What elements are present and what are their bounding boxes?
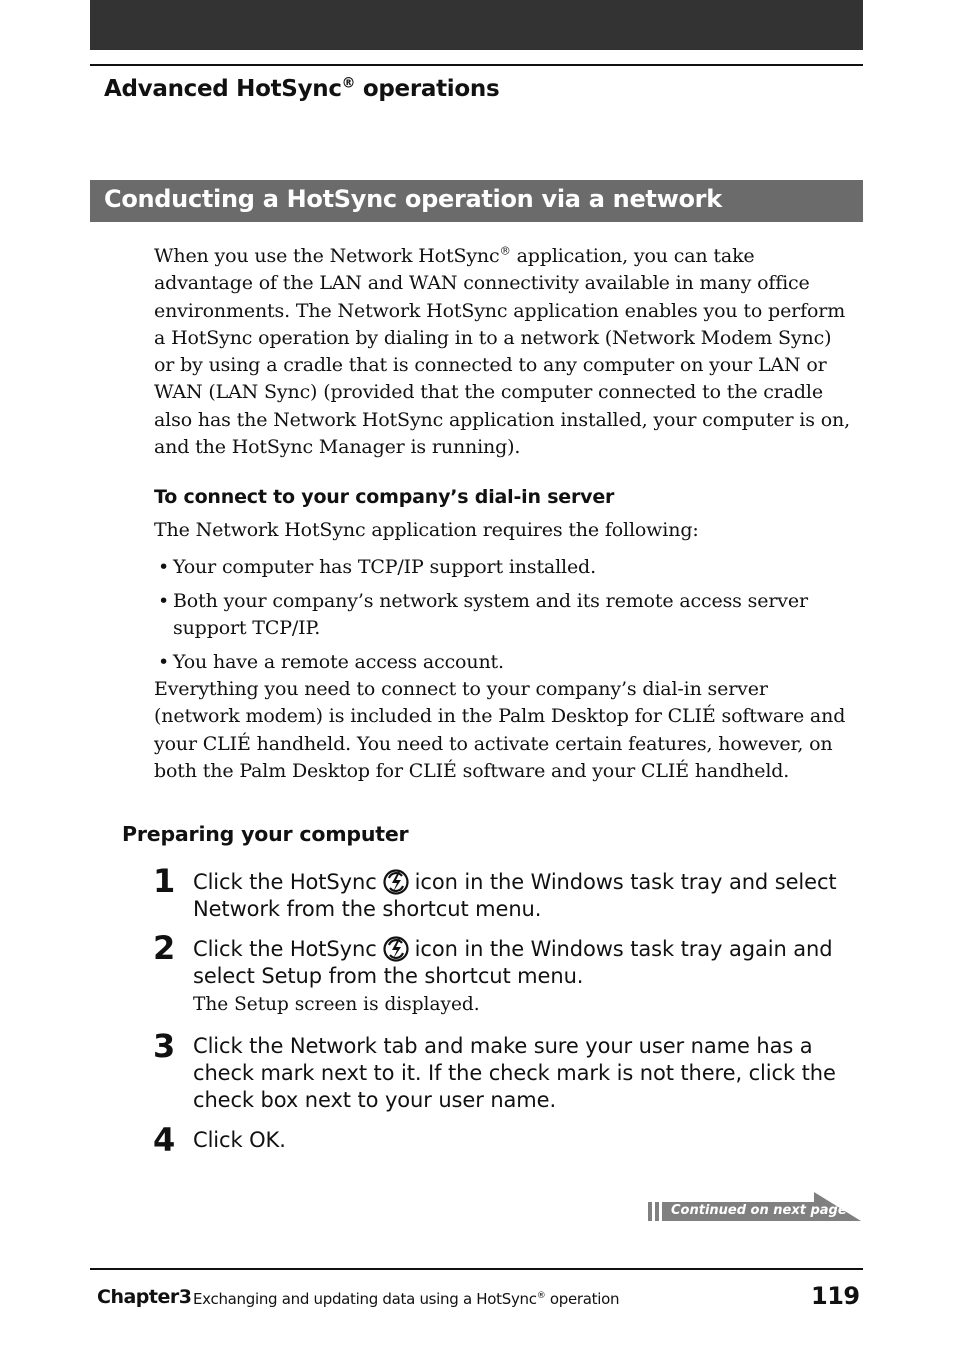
step-text: Click OK. [193,1128,286,1152]
step-text: Click the Network tab and make sure your user name has a check mark next to it. If the check mark is not there, click the check box next to your user name. [193,1034,836,1112]
step-number: 3 [153,1027,176,1065]
footer-description: Exchanging and updating data using a HotSync® operation [193,1290,620,1308]
hotsync-icon [381,935,411,963]
list-item: • You have a remote access account. [158,651,504,673]
intro-paragraph: When you use the Network HotSync® application, you can take advantage of the LAN and WAN connectivity available in many office environments. The Network HotSync application enables you to perform a HotSync operation by dialing in to a network (Network Modem Sync) or by using a cradle that is connected to any computer on your LAN or WAN (LAN Sync) (provided that the computer connected to the cradle also has the Network HotSync application installed, your computer is on, and the HotSync Manager is running). [154,243,850,459]
step-text: Click the HotSync icon in the Windows task tray again and select Setup from the shortcut menu. [193,937,833,988]
topic-title: Conducting a HotSync operation via a network [104,185,722,213]
header-rule [90,64,863,66]
footer-rule [90,1268,863,1270]
page-number: 119 [811,1282,860,1310]
requires-text: The Network HotSync application requires the following: [154,519,699,541]
step-note: The Setup screen is displayed. [193,994,480,1015]
list-item: • Your computer has TCP/IP support installed. [158,556,596,578]
step-text: Click the HotSync icon in the Windows task tray and select Network from the shortcut menu. [193,870,837,921]
everything-paragraph: Everything you need to connect to your company’s dial-in server (network modem) is included in the Palm Desktop for CLIÉ software and your CLIÉ handheld. You need to activate certain features, however, on both the Palm Desktop for CLIÉ software and your CLIÉ handheld. [154,678,846,782]
footer-chapter: Chapter3 [97,1286,192,1308]
continued-label: Continued on next page [671,1203,847,1218]
dialin-heading: To connect to your company’s dial-in server [154,486,615,508]
list-item: • Both your company’s network system and its remote access server support TCP/IP. [158,590,808,640]
preparing-heading: Preparing your computer [122,822,409,846]
step-number: 2 [153,929,176,967]
step-number: 4 [153,1121,176,1159]
section-header: Advanced HotSync® operations [104,75,500,102]
hotsync-icon [381,868,411,896]
top-bar [90,0,863,50]
step-number: 1 [153,862,176,900]
